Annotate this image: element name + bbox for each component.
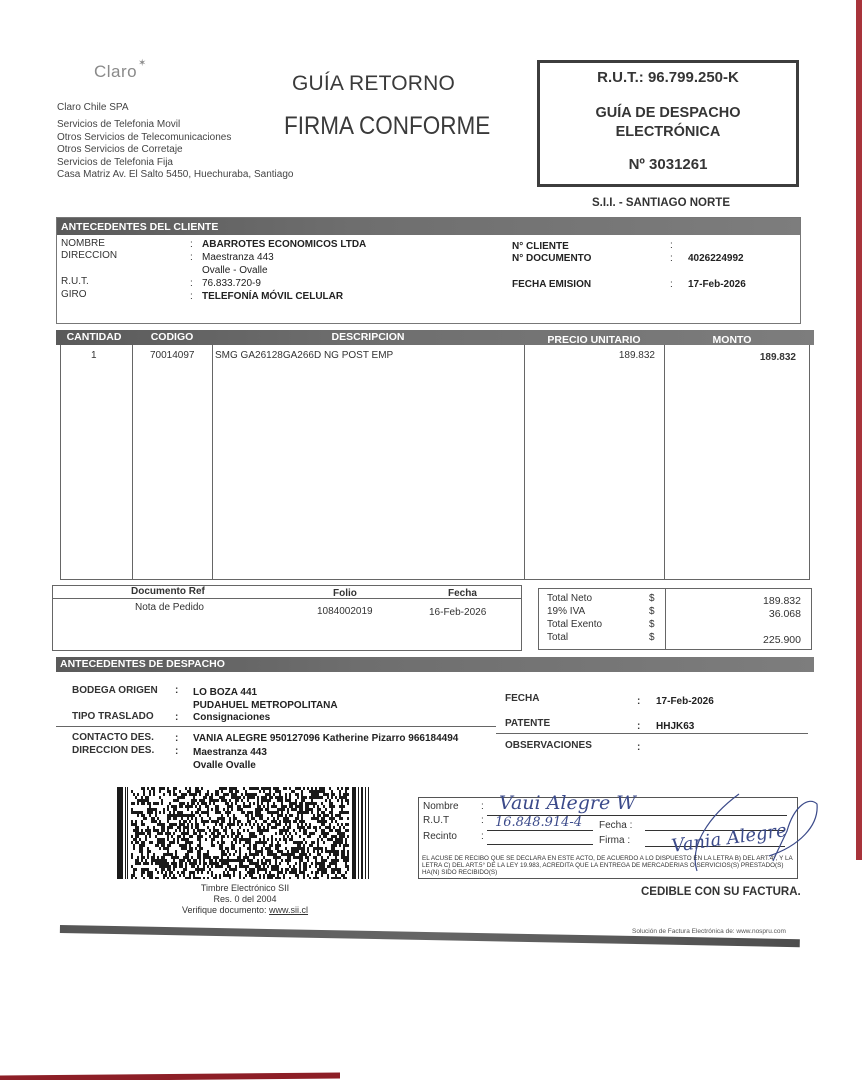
giro-label: GIRO [61,289,87,300]
item-descripcion: SMG GA26128GA266D NG POST EMP [215,350,394,361]
colon: : [190,252,193,263]
traslado-value: Consignaciones [193,712,271,723]
total-label: Total [547,632,569,643]
currency-sign: $ [649,632,655,643]
totals-divider [665,589,666,649]
acuse-fecha-label: Fecha : [599,820,633,831]
colon: : [481,831,484,842]
ref-header-fecha: Fecha [448,588,477,599]
item-codigo: 70014097 [150,350,195,361]
colon: : [481,815,484,826]
items-table [56,330,814,580]
item-monto: 189.832 [759,352,796,363]
total-neto-label: Total Neto [547,593,593,604]
divider [496,733,808,734]
colon: : [481,801,484,812]
column-monto [664,345,810,580]
nombre-label: NOMBRE [61,238,105,249]
ref-fecha: 16-Feb-2026 [429,607,487,618]
colon: : [175,733,179,744]
total-neto-value: 189.832 [763,595,801,607]
contacto-value: VANIA ALEGRE 950127096 Katherine Pizarro 966184494 [193,733,459,744]
client-number-label: N° CLIENTE [512,241,569,252]
ref-divider [53,598,521,599]
total-value: 225.900 [763,634,801,646]
recinto-line [487,844,593,845]
colon: : [175,685,179,696]
bodega-line2: PUDAHUEL METROPOLITANA [193,700,338,711]
document-number-label: N° DOCUMENTO [512,253,592,264]
ref-header-documento: Documento Ref [131,586,205,597]
colon: : [670,253,673,264]
timbre-verify [150,905,340,916]
acuse-firma-label: Firma : [599,835,631,846]
client-document-number: 4026224992 [688,253,744,264]
fecha-despacho-value: 17-Feb-2026 [656,696,714,707]
direccion-des-label: DIRECCION DES. [72,745,155,756]
timbre-info [150,883,340,916]
header-descripcion: DESCRIPCION [331,331,405,343]
header-codigo: CODIGO [150,331,194,343]
document-type-line1: GUÍA DE DESPACHO [595,105,741,121]
header-monto: MONTO [712,334,752,346]
colon: : [190,239,193,250]
document-id-box [537,60,799,187]
stamp-firma-conforme: FIRMA CONFORME [284,112,491,140]
client-giro: TELEFONÍA MÓVIL CELULAR [202,291,344,302]
timbre-title: Timbre Electrónico SII [200,883,290,893]
client-address-2: Ovalle - Ovalle [202,265,268,276]
handwritten-rut: 16.848.914-4 [495,815,583,830]
divider [56,726,496,727]
client-address-1: Maestranza 443 [202,252,274,263]
acuse-nombre-label: Nombre [423,801,459,812]
provider-note: Solución de Factura Electrónica de: www.nospru.com [632,928,786,935]
item-precio: 189.832 [618,350,655,361]
colon: : [670,279,673,290]
sii-link[interactable]: www.sii.cl [269,905,309,915]
currency-sign: $ [649,619,655,630]
colon: : [190,291,193,302]
contacto-label: CONTACTO DES. [72,732,154,743]
issuer-info [57,102,293,181]
currency-sign: $ [649,593,655,604]
ref-documento: Nota de Pedido [135,602,204,613]
issuer-rut: R.U.T.: 96.799.250-K [597,69,739,86]
fecha-despacho-label: FECHA [505,693,540,704]
colon: : [637,742,641,753]
handwritten-name: Vaui Alegre W [499,792,636,814]
claro-logo: Claro [94,62,138,81]
client-section [56,217,801,324]
client-name: ABARROTES ECONOMICOS LTDA [202,239,367,250]
observaciones-label: OBSERVACIONES [505,740,592,751]
traslado-label: TIPO TRASLADO [72,711,154,722]
colon: : [637,721,641,732]
colon: : [190,278,193,289]
cedible-notice: CEDIBLE CON SU FACTURA. [641,886,801,898]
ref-folio: 1084002019 [317,606,373,617]
column-cantidad [60,345,132,580]
issuer-service: Otros Servicios de Corretaje [57,144,183,156]
currency-sign: $ [649,606,655,617]
timbre-resolution: Res. 0 del 2004 [213,894,277,904]
patente-value: HHJK63 [656,721,695,732]
document-type-line2: ELECTRÓNICA [615,124,721,140]
stamp-guia-retorno: GUÍA RETORNO [292,72,456,95]
document-type [540,104,796,142]
sii-office: S.I.I. - SANTIAGO NORTE [592,197,731,209]
item-cantidad: 1 [91,350,97,361]
issuer-service: Otros Servicios de Telecomunicaciones [57,131,232,143]
direccion-des-line1: Maestranza 443 [193,747,267,758]
legal-text: EL ACUSE DE RECIBO QUE SE DECLARA EN ESTE ACTO, DE ACUERDO A LO DISPUESTO EN LA LETRA B) DEL ART.4°, Y LA LETRA C) DEL ART.5° DE LA LEY 19.983, ACREDITA QUE LA ENTREGA DE MERCADERIAS O SERVICIOS(S) PRESTADO(S) HA(N) SIDO RECIBIDO(S) [422,855,793,877]
acuse-recinto-label: Recinto [423,831,457,842]
patente-label: PATENTE [505,718,551,729]
colon: : [637,696,641,707]
direccion-des-line2: Ovalle Ovalle [193,760,256,771]
colon: : [175,712,179,723]
ref-header-folio: Folio [333,588,357,599]
rut-label: R.U.T. [61,276,89,287]
rut-line [487,830,593,831]
total-exento-label: Total Exento [547,619,603,630]
verify-prefix: Verifique documento: [181,905,270,915]
bodega-label: BODEGA ORIGEN [72,685,158,696]
issuer-service: Servicios de Telefonia Movil [57,119,181,131]
column-codigo [132,345,212,580]
colon: : [670,240,673,251]
receipt-acknowledgment-box [418,792,798,879]
column-precio [524,345,664,580]
document-number: Nº 3031261 [628,156,708,173]
header-precio-unitario: PRECIO UNITARIO [547,334,641,346]
page-edge-red [856,0,862,860]
pdf417-barcode [117,787,372,879]
issuer-service: Servicios de Telefonia Fija [57,156,173,168]
fecha-emision-label: FECHA EMISION [512,279,592,290]
column-descripcion [212,345,524,580]
issuer-name: Claro Chile SPA [57,102,129,113]
iva-label: 19% IVA [547,606,586,617]
reference-table [52,585,522,651]
issue-date: 17-Feb-2026 [688,279,746,290]
issuer-address: Casa Matriz Av. El Salto 5450, Huechuraba, Santiago [57,169,294,181]
bodega-line1: LO BOZA 441 [193,687,258,698]
direccion-label: DIRECCION [61,250,118,261]
dispatch-section-title: ANTECEDENTES DE DESPACHO [56,657,814,672]
claro-logo-rays-icon: ✶ [138,58,147,69]
totals-box [538,588,812,650]
client-rut: 76.833.720-9 [202,278,261,289]
header-cantidad: CANTIDAD [66,331,122,343]
acuse-rut-label: R.U.T [423,815,450,826]
client-section-title: ANTECEDENTES DEL CLIENTE [57,218,800,235]
page-edge-red-bottom [0,1073,340,1080]
colon: : [175,746,179,757]
iva-value: 36.068 [768,608,801,620]
handwritten-signature: Vania Alegre [670,820,788,857]
